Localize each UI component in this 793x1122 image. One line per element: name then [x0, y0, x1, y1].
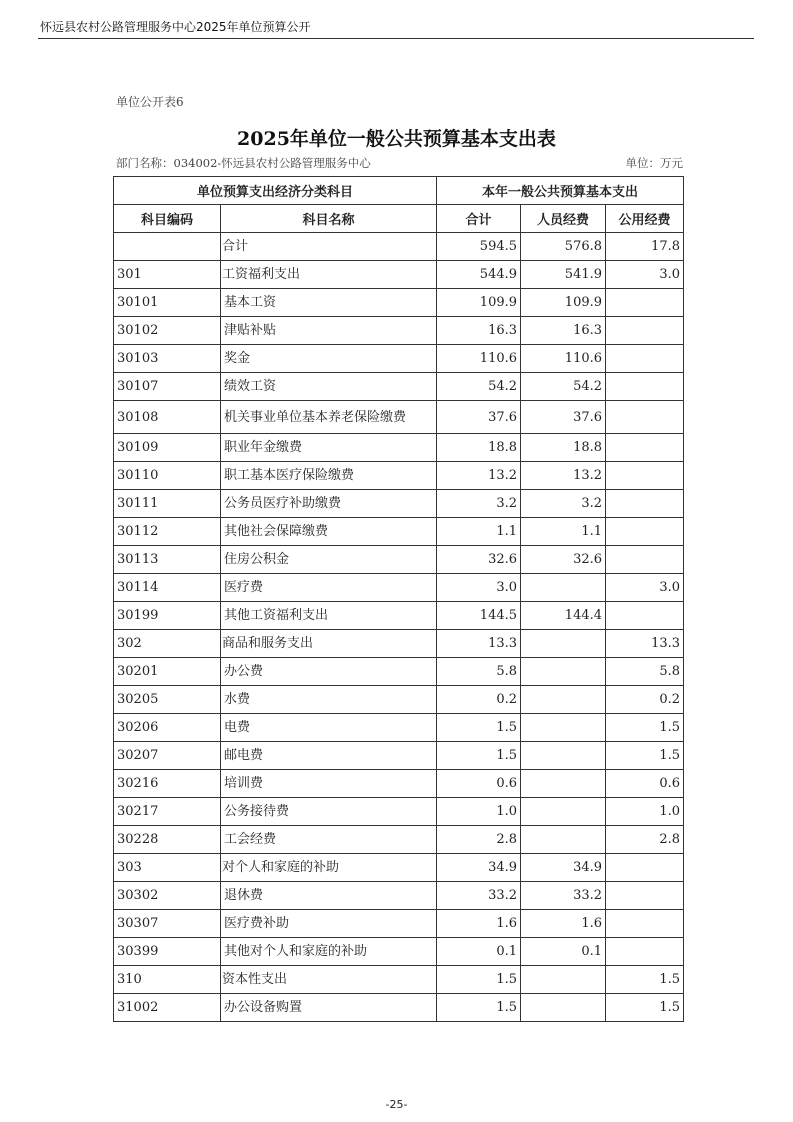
total-cell: 2.8 [437, 826, 521, 854]
name-cell: 办公设备购置 [221, 994, 437, 1022]
code-cell: 30101 [114, 289, 221, 317]
code-cell: 30103 [114, 345, 221, 373]
table-row [114, 966, 684, 994]
header-rule [38, 38, 754, 39]
total-cell: 144.5 [437, 602, 521, 630]
name-cell: 对个人和家庭的补助 [221, 854, 437, 882]
header-group-classification: 单位预算支出经济分类科目 [114, 177, 437, 205]
header-group-expenditure: 本年一般公共预算基本支出 [437, 177, 684, 205]
code-cell: 30107 [114, 373, 221, 401]
personnel-cell: 54.2 [521, 373, 606, 401]
name-cell: 津贴补贴 [221, 317, 437, 345]
personnel-cell: 37.6 [521, 401, 606, 434]
personnel-cell: 33.2 [521, 882, 606, 910]
name-cell: 基本工资 [221, 289, 437, 317]
personnel-cell: 32.6 [521, 546, 606, 574]
public-cell [606, 317, 684, 345]
code-cell: 30307 [114, 910, 221, 938]
public-cell: 1.0 [606, 798, 684, 826]
name-cell: 邮电费 [221, 742, 437, 770]
name-cell: 退休费 [221, 882, 437, 910]
table-row [114, 434, 684, 462]
table-row [114, 826, 684, 854]
public-cell: 1.5 [606, 966, 684, 994]
table-row [114, 630, 684, 658]
name-cell: 机关事业单位基本养老保险缴费 [221, 401, 437, 434]
code-cell: 30113 [114, 546, 221, 574]
public-cell: 2.8 [606, 826, 684, 854]
public-cell [606, 434, 684, 462]
personnel-cell: 576.8 [521, 233, 606, 261]
table-row [114, 854, 684, 882]
name-cell: 商品和服务支出 [221, 630, 437, 658]
name-cell: 住房公积金 [221, 546, 437, 574]
name-cell: 合计 [221, 233, 437, 261]
total-cell: 1.0 [437, 798, 521, 826]
public-cell: 17.8 [606, 233, 684, 261]
code-cell: 30217 [114, 798, 221, 826]
personnel-cell [521, 630, 606, 658]
public-cell: 3.0 [606, 261, 684, 289]
table-row [114, 345, 684, 373]
name-cell: 公务接待费 [221, 798, 437, 826]
personnel-cell: 1.1 [521, 518, 606, 546]
header-name: 科目名称 [221, 205, 437, 233]
total-cell: 1.1 [437, 518, 521, 546]
name-cell: 其他工资福利支出 [221, 602, 437, 630]
department-name: 部门名称：034002-怀远县农村公路管理服务中心 [116, 156, 371, 170]
code-cell: 310 [114, 966, 221, 994]
total-cell: 3.0 [437, 574, 521, 602]
personnel-cell [521, 742, 606, 770]
total-cell: 54.2 [437, 373, 521, 401]
code-cell: 30205 [114, 686, 221, 714]
personnel-cell: 16.3 [521, 317, 606, 345]
name-cell: 奖金 [221, 345, 437, 373]
table-row [114, 317, 684, 345]
personnel-cell: 541.9 [521, 261, 606, 289]
public-cell: 0.6 [606, 770, 684, 798]
table-row [114, 882, 684, 910]
public-cell [606, 910, 684, 938]
name-cell: 职工基本医疗保险缴费 [221, 462, 437, 490]
total-cell: 110.6 [437, 345, 521, 373]
name-cell: 电费 [221, 714, 437, 742]
table-body [114, 233, 684, 1022]
table-number: 单位公开表6 [116, 95, 184, 109]
total-cell: 1.5 [437, 742, 521, 770]
page-number: -25- [385, 1098, 408, 1111]
name-cell: 医疗费 [221, 574, 437, 602]
public-cell: 1.5 [606, 714, 684, 742]
personnel-cell [521, 798, 606, 826]
personnel-cell [521, 574, 606, 602]
name-cell: 工会经费 [221, 826, 437, 854]
total-cell: 1.5 [437, 994, 521, 1022]
personnel-cell [521, 826, 606, 854]
budget-table [113, 176, 684, 1022]
total-cell: 5.8 [437, 658, 521, 686]
page-title: 2025年单位一般公共预算基本支出表 [237, 128, 556, 150]
public-cell: 3.0 [606, 574, 684, 602]
public-cell [606, 373, 684, 401]
public-cell [606, 546, 684, 574]
code-cell: 30228 [114, 826, 221, 854]
code-cell: 30201 [114, 658, 221, 686]
table-row [114, 462, 684, 490]
header-public: 公用经费 [606, 205, 684, 233]
table-row [114, 373, 684, 401]
code-cell: 30102 [114, 317, 221, 345]
total-cell: 0.6 [437, 770, 521, 798]
code-cell: 30302 [114, 882, 221, 910]
table-row [114, 994, 684, 1022]
public-cell [606, 602, 684, 630]
public-cell [606, 518, 684, 546]
public-cell [606, 938, 684, 966]
table-row [114, 686, 684, 714]
public-cell: 13.3 [606, 630, 684, 658]
total-cell: 594.5 [437, 233, 521, 261]
table-row [114, 938, 684, 966]
code-cell: 301 [114, 261, 221, 289]
code-cell: 31002 [114, 994, 221, 1022]
code-cell: 30206 [114, 714, 221, 742]
total-cell: 13.2 [437, 462, 521, 490]
unit-label: 单位：万元 [625, 156, 683, 170]
table-row [114, 574, 684, 602]
name-cell: 公务员医疗补助缴费 [221, 490, 437, 518]
personnel-cell: 144.4 [521, 602, 606, 630]
total-cell: 13.3 [437, 630, 521, 658]
personnel-cell [521, 966, 606, 994]
table-row [114, 289, 684, 317]
public-cell [606, 289, 684, 317]
table-row [114, 602, 684, 630]
total-cell: 0.1 [437, 938, 521, 966]
personnel-cell: 13.2 [521, 462, 606, 490]
public-cell: 5.8 [606, 658, 684, 686]
table-row [114, 518, 684, 546]
code-cell: 30399 [114, 938, 221, 966]
total-cell: 37.6 [437, 401, 521, 434]
total-cell: 32.6 [437, 546, 521, 574]
code-cell: 302 [114, 630, 221, 658]
code-cell: 30207 [114, 742, 221, 770]
table-row [114, 798, 684, 826]
name-cell: 医疗费补助 [221, 910, 437, 938]
name-cell: 培训费 [221, 770, 437, 798]
total-cell: 33.2 [437, 882, 521, 910]
personnel-cell [521, 994, 606, 1022]
personnel-cell [521, 686, 606, 714]
public-cell [606, 401, 684, 434]
personnel-cell: 0.1 [521, 938, 606, 966]
table-row [114, 261, 684, 289]
table-row [114, 233, 684, 261]
personnel-cell: 109.9 [521, 289, 606, 317]
total-cell: 3.2 [437, 490, 521, 518]
name-cell: 职业年金缴费 [221, 434, 437, 462]
total-cell: 544.9 [437, 261, 521, 289]
table-row [114, 401, 684, 434]
running-title: 怀远县农村公路管理服务中心2025年单位预算公开 [40, 20, 311, 34]
table-row [114, 658, 684, 686]
public-cell [606, 490, 684, 518]
name-cell: 其他社会保障缴费 [221, 518, 437, 546]
total-cell: 1.6 [437, 910, 521, 938]
personnel-cell [521, 770, 606, 798]
code-cell: 30109 [114, 434, 221, 462]
public-cell [606, 462, 684, 490]
table-row [114, 742, 684, 770]
public-cell: 1.5 [606, 742, 684, 770]
name-cell: 工资福利支出 [221, 261, 437, 289]
personnel-cell: 110.6 [521, 345, 606, 373]
total-cell: 1.5 [437, 966, 521, 994]
total-cell: 109.9 [437, 289, 521, 317]
total-cell: 16.3 [437, 317, 521, 345]
public-cell: 0.2 [606, 686, 684, 714]
total-cell: 0.2 [437, 686, 521, 714]
code-cell: 303 [114, 854, 221, 882]
code-cell: 30110 [114, 462, 221, 490]
name-cell: 水费 [221, 686, 437, 714]
personnel-cell: 18.8 [521, 434, 606, 462]
total-cell: 34.9 [437, 854, 521, 882]
header-code: 科目编码 [114, 205, 221, 233]
total-cell: 18.8 [437, 434, 521, 462]
total-cell: 1.5 [437, 714, 521, 742]
table-row [114, 910, 684, 938]
personnel-cell: 34.9 [521, 854, 606, 882]
public-cell [606, 854, 684, 882]
personnel-cell: 3.2 [521, 490, 606, 518]
table-row [114, 490, 684, 518]
table-row [114, 714, 684, 742]
personnel-cell [521, 714, 606, 742]
code-cell: 30114 [114, 574, 221, 602]
name-cell: 办公费 [221, 658, 437, 686]
table-row [114, 770, 684, 798]
personnel-cell: 1.6 [521, 910, 606, 938]
code-cell: 30112 [114, 518, 221, 546]
name-cell: 其他对个人和家庭的补助 [221, 938, 437, 966]
public-cell [606, 882, 684, 910]
name-cell: 绩效工资 [221, 373, 437, 401]
code-cell: 30199 [114, 602, 221, 630]
code-cell [114, 233, 221, 261]
header-personnel: 人员经费 [521, 205, 606, 233]
name-cell: 资本性支出 [221, 966, 437, 994]
header-total: 合计 [437, 205, 521, 233]
code-cell: 30108 [114, 401, 221, 434]
public-cell: 1.5 [606, 994, 684, 1022]
table-row [114, 546, 684, 574]
public-cell [606, 345, 684, 373]
code-cell: 30216 [114, 770, 221, 798]
personnel-cell [521, 658, 606, 686]
code-cell: 30111 [114, 490, 221, 518]
